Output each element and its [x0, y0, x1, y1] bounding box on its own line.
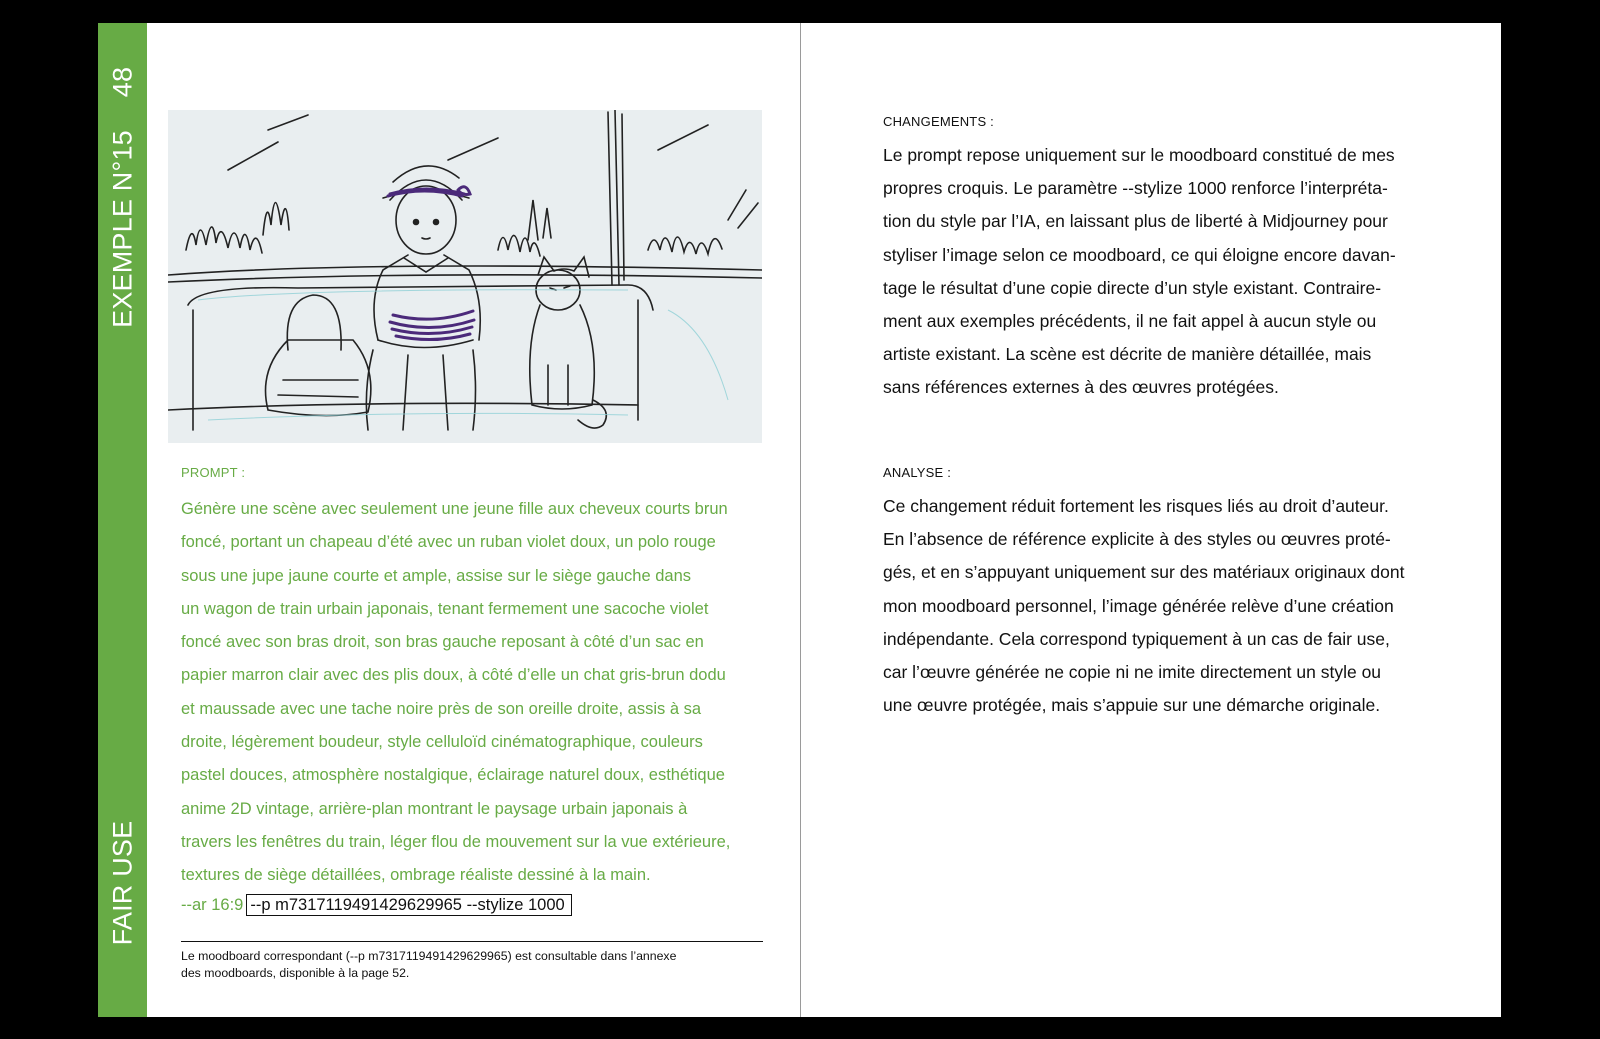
- analyse-line: mon moodboard personnel, l’image générée relève d’une création: [883, 595, 1394, 616]
- section-label: FAIR USE: [107, 820, 138, 946]
- prompt-parameters: [181, 893, 572, 917]
- analyse-label: ANALYSE :: [883, 465, 952, 480]
- aspect-ratio-param: --ar 16:9: [181, 896, 244, 914]
- changes-label: CHANGEMENTS :: [883, 114, 994, 129]
- prompt-line: foncé avec son bras droit, son bras gauche reposant à côté d’un sac en: [181, 633, 704, 652]
- prompt-label: PROMPT :: [181, 465, 246, 480]
- changes-line: propres croquis. Le paramètre --stylize 1000 renforce l’interpréta-: [883, 178, 1388, 199]
- prompt-line: foncé, portant un chapeau d’été avec un ruban violet doux, un polo rouge: [181, 533, 716, 552]
- footnote-line: Le moodboard correspondant (--p m7317119491429629965) est consultable dans l’annexe: [181, 949, 677, 963]
- page-number: 48: [107, 66, 138, 98]
- book-spread: [98, 23, 1501, 1017]
- prompt-line: pastel douces, atmosphère nostalgique, éclairage naturel doux, esthétique: [181, 766, 725, 785]
- analyse-line: gés, et en s’appuyant uniquement sur des matériaux originaux dont: [883, 562, 1405, 583]
- prompt-line: Génère une scène avec seulement une jeune fille aux cheveux courts brun: [181, 500, 728, 518]
- footnote-line: des moodboards, disponible à la page 52.: [181, 966, 410, 980]
- moodboard-stylize-param: --p m7317119491429629965 --stylize 1000: [246, 894, 571, 916]
- changes-line: artiste existant. La scène est décrite de manière détaillée, mais: [883, 344, 1372, 365]
- prompt-line: sous une jupe jaune courte et ample, assise sur le siège gauche dans: [181, 566, 691, 585]
- analyse-line: En l’absence de référence explicite à des styles ou œuvres proté-: [883, 529, 1391, 550]
- prompt-line: papier marron clair avec des plis doux, à côté d’elle un chat gris-brun dodu: [181, 666, 726, 685]
- prompt-line: anime 2D vintage, arrière-plan montrant le paysage urbain japonais à: [181, 799, 688, 818]
- page-gutter: [800, 23, 801, 1017]
- analyse-line: indépendante. Cela correspond typiquement à un cas de fair use,: [883, 628, 1390, 649]
- footnote-divider: [181, 941, 763, 942]
- prompt-line: textures de siège détaillées, ombrage réaliste dessiné à la main.: [181, 866, 651, 885]
- footnote: [181, 948, 766, 982]
- changes-line: sans références externes à des œuvres protégées.: [883, 377, 1279, 398]
- changes-line: tion du style par l’IA, en laissant plus de liberté à Midjourney pour: [883, 211, 1388, 232]
- changes-line: styliser l’image selon ce moodboard, ce qui éloigne encore davan-: [883, 244, 1396, 265]
- chapter-spine: [98, 23, 147, 1017]
- changes-line: ment aux exemples précédents, il ne fait appel à aucun style ou: [883, 311, 1377, 332]
- prompt-line: droite, légèrement boudeur, style celluloïd cinématographique, couleurs: [181, 733, 703, 752]
- prompt-line: et maussade avec une tache noire près de son oreille droite, assis à sa: [181, 699, 702, 718]
- analyse-text: [883, 490, 1463, 722]
- analyse-line: car l’œuvre générée ne copie ni ne imite directement un style ou: [883, 662, 1382, 683]
- sketch-illustration: [168, 110, 762, 443]
- changes-line: tage le résultat d’une copie directe d’un style existant. Contraire-: [883, 277, 1382, 298]
- analyse-line: Ce changement réduit fortement les risques liés au droit d’auteur.: [883, 496, 1389, 516]
- example-label: EXEMPLE N°15: [107, 130, 138, 328]
- analyse-line: une œuvre protégée, mais s’appuie sur une démarche originale.: [883, 695, 1381, 716]
- prompt-text: [181, 493, 771, 893]
- prompt-line: un wagon de train urbain japonais, tenant fermement une sacoche violet: [181, 599, 709, 618]
- prompt-line: travers les fenêtres du train, léger flou de mouvement sur la vue extérieure,: [181, 832, 731, 851]
- sketch-girl-cat-drawing: [168, 110, 762, 443]
- changes-line: Le prompt repose uniquement sur le moodboard constitué de mes: [883, 145, 1395, 165]
- changes-text: [883, 139, 1463, 405]
